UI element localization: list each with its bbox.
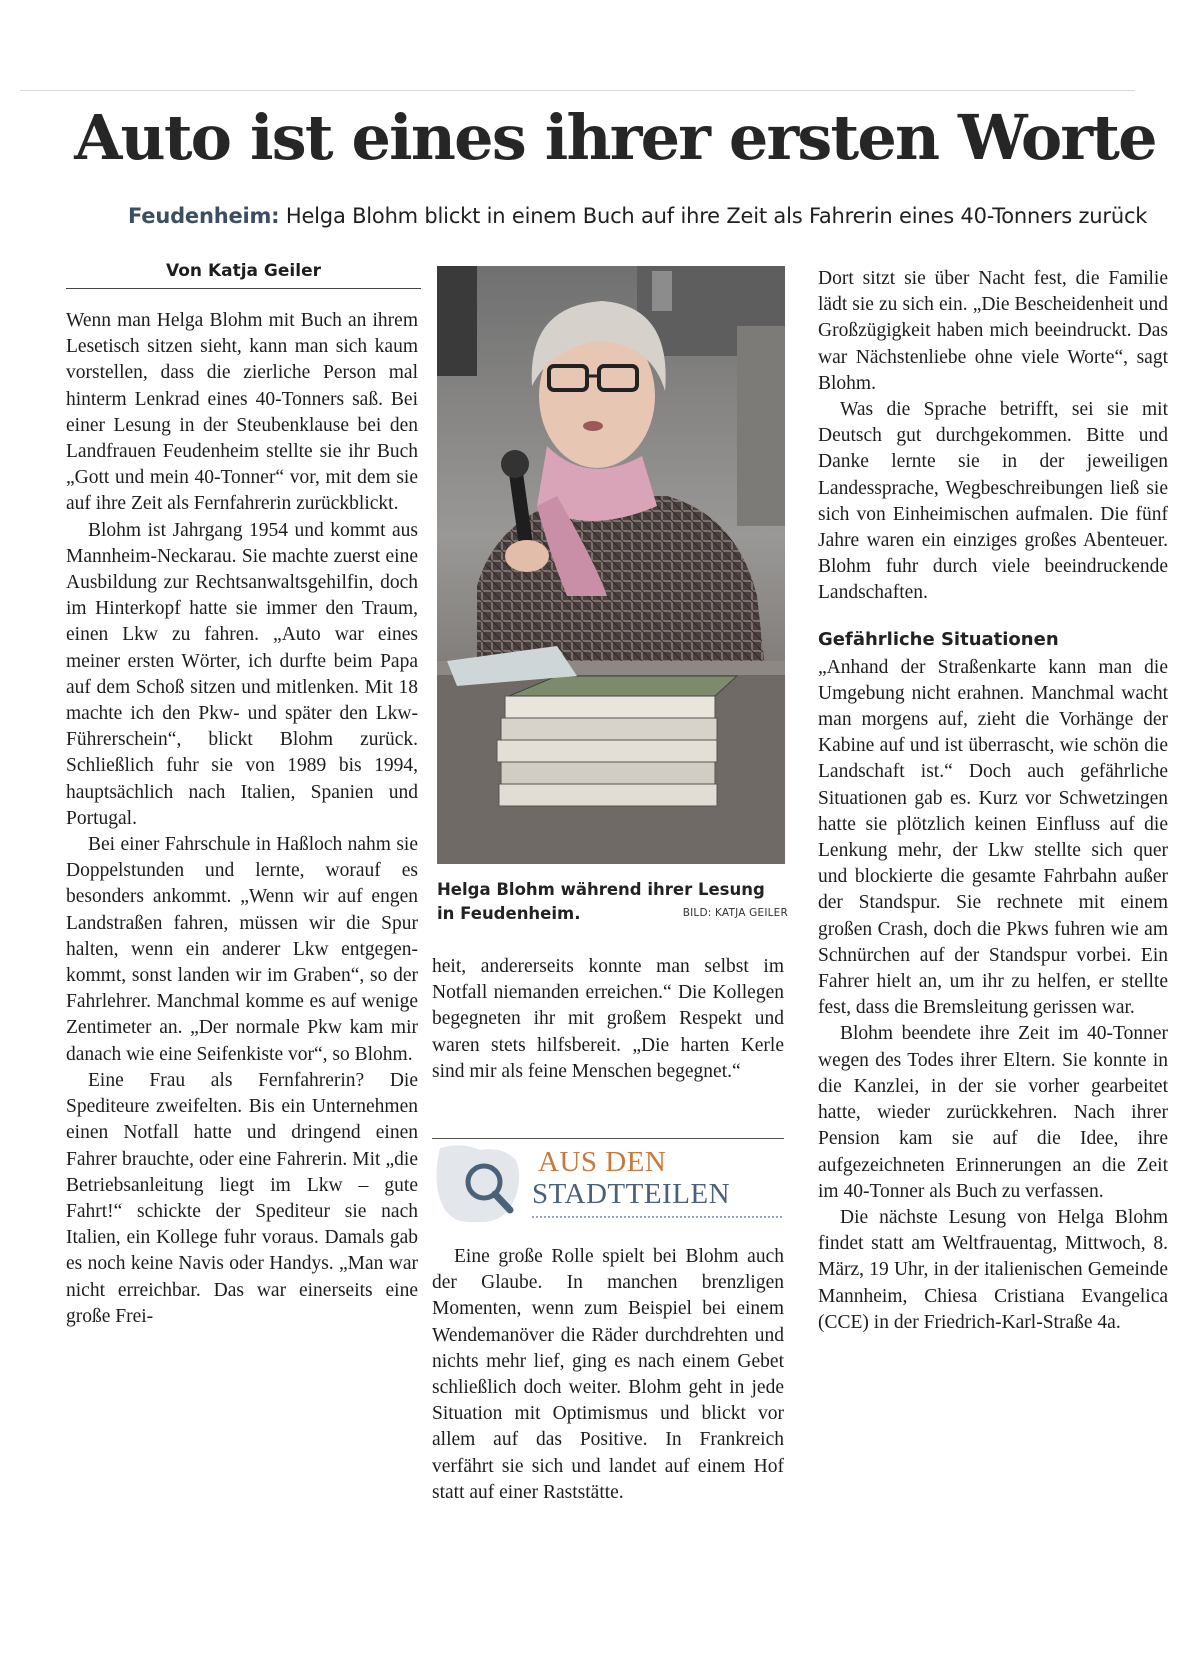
section-subhead: Gefährliche Situationen	[818, 628, 1059, 650]
section-badge-line2: STADTTEILEN	[532, 1178, 731, 1210]
photo-illustration	[437, 266, 785, 864]
article-column-2b	[432, 1244, 784, 1506]
paragraph: Eine Frau als Fernfahrerin? Die Spediteure zweifelten. Bis ein Unternehmen einen Notfall hatte und dringend einen Fahrer brauchte, oder eine Fahrerin. Mit „die Betriebsanleitung liegt im Lkw – gute Fahrt!“ schickte der Spediteur sie nach Italien, ein Kollege fuhr voraus. Damals gab es noch keine Navis oder Handys. „Man war nicht erreichbar. Das war einerseits eine große Frei-	[66, 1069, 418, 1327]
paragraph: Eine große Rolle spielt bei Blohm auch der Glaube. In manchen brenzligen Momenten, wenn zum Beispiel bei einem Wendemanöver die Räder durchdrehten und nichts mehr lief, ging es nach einem Gebet schließlich doch weiter. Blohm geht in jede Situation mit Optimismus und blickt vor allem auf das Positive. In Frankreich verfährt sie sich und landet auf einem Hof statt auf einer Raststätte.	[432, 1246, 784, 1503]
paragraph: Blohm beendete ihre Zeit im 40-Tonner wegen des Todes ihrer Eltern. Sie konnte in die Kanzlei, in der sie vorher gearbeitet hatte, wieder zurückkehren. Nach ihrer Pension kam sie auf die Idee, ihre aufgezeichneten Erinnerungen an die Zeit im 40-Tonner als Buch zu verfassen.	[818, 1023, 1168, 1202]
subheadline-kicker: Feudenheim:	[128, 204, 280, 228]
paragraph: Bei einer Fahrschule in Haßloch nahm sie Doppelstunden und lernte, worauf es besonders ankommt. „Wenn wir auf engen Landstraßen fahren, müssen wir die Spur halten, wenn ein anderer Lkw entgegenkommt, sonst landen wir im Graben“, so der Fahrlehrer. Manchmal komme es auf wenige Zentimeter an. „Der normale Pkw kam mir danach wie eine Seifenkiste vor“, so Blohm.	[66, 834, 418, 1065]
section-badge-label	[532, 1146, 730, 1210]
section-badge	[432, 1142, 784, 1230]
magnifier-map-icon	[432, 1142, 528, 1228]
paragraph: heit, andererseits konnte man selbst im Notfall niemanden erreichen.“ Die Kollegen begegneten ihr mit großem Respekt und waren stets hilfsbereit. „Die harten Kerle sind mir als feine Menschen begegnet.“	[432, 956, 784, 1082]
section-badge-rule	[432, 1138, 784, 1139]
paragraph: „Anhand der Straßenkarte kann man die Umgebung nicht erahnen. Manchmal wacht man morgens auf, zieht die Vorhänge der Kabine auf und ist überrascht, wie schön die Landschaft ist.“ Doch auch gefährliche Situationen gab es. Kurz vor Schwetzingen hatte sie plötzlich keinen Einfluss auf die Lenkung mehr, der Lkw stellte sich quer und blockierte die gesamte Fahrbahn außer der Standspur. Sie rechnete mit einem großen Crash, doch die Pkws fuhren wie am Schnürchen auf der Standspur vorbei. Ein Fahrer hielt an, um ihr zu helfen, er stellte fest, dass die Bremsleitung gerissen war.	[818, 656, 1168, 1019]
article-photo	[437, 266, 785, 864]
article-headline: Auto ist eines ihrer ersten Worte	[74, 101, 1156, 174]
paragraph: Was die Sprache betrifft, sei sie mit Deutsch gut durchgekommen. Bitte und Danke lernte sie in der jeweiligen Landessprache, Wegbeschreibungen ließ sie sich von Einheimischen aufmalen. Die fünf Jahre waren ein einziges großes Abenteuer. Blohm fuhr durch viele beeindruckende Landschaften.	[818, 399, 1168, 604]
subheadline-text: Helga Blohm blickt in einem Buch auf ihre Zeit als Fahrerin eines 40-Tonners zurück	[279, 204, 1148, 228]
article-subheadline	[128, 200, 1148, 232]
article-column-2	[432, 954, 784, 1085]
paragraph: Dort sitzt sie über Nacht fest, die Familie lädt sie zu sich ein. „Die Bescheidenheit und Großzügigkeit haben mich beeindruckt. Das war Nächstenliebe ohne viele Worte“, sagt Blohm.	[818, 268, 1168, 394]
paragraph: Wenn man Helga Blohm mit Buch an ihrem Lesetisch sitzen sieht, kann man sich kaum vorstellen, dass die zierliche Person mal hinterm Lenkrad eines 40-Tonners saß. Bei einer Lesung in der Steubenklause bei den Landfrauen Feudenheim stellte sie ihr Buch „Gott und mein 40-Tonner“ vor, mit dem sie auf ihre Zeit als Fernfahrerin zurückblickt.	[66, 310, 418, 515]
article-byline: Von Katja Geiler	[66, 258, 421, 289]
page-top-rule	[20, 90, 1135, 91]
photo-credit: BILD: KATJA GEILER	[682, 907, 788, 919]
article-column-1	[66, 308, 418, 1330]
article-column-3	[818, 266, 1168, 1336]
section-badge-line1: AUS DEN	[538, 1146, 667, 1178]
paragraph: Blohm ist Jahrgang 1954 und kommt aus Mannheim-Neckarau. Sie machte zuerst eine Ausbildung zur Rechtsanwaltsgehilfin, doch im Hinterkopf hatte sie immer den Traum, einen Lkw zu fahren. „Auto war eines meiner ersten Wörter, ich durfte beim Papa auf dem Schoß sitzen und mitlenken. Mit 18 machte ich den Pkw- und später den Lkw-Führerschein“, blickt Blohm zurück. Schließlich fuhr sie von 1989 bis 1994, hauptsächlich nach Italien, Spanien und Portugal.	[66, 519, 418, 829]
section-badge-dots	[532, 1216, 782, 1218]
paragraph: Die nächste Lesung von Helga Blohm findet statt am Weltfrauentag, Mittwoch, 8. März, 19 Uhr, in der italienischen Gemeinde Mannheim, Chiesa Cristiana Evangelica (CCE) in der Friedrich-Karl-Straße 4a.	[818, 1206, 1168, 1333]
photo-caption: Helga Blohm während ihrer Lesung in Feudenheim.	[437, 880, 765, 923]
